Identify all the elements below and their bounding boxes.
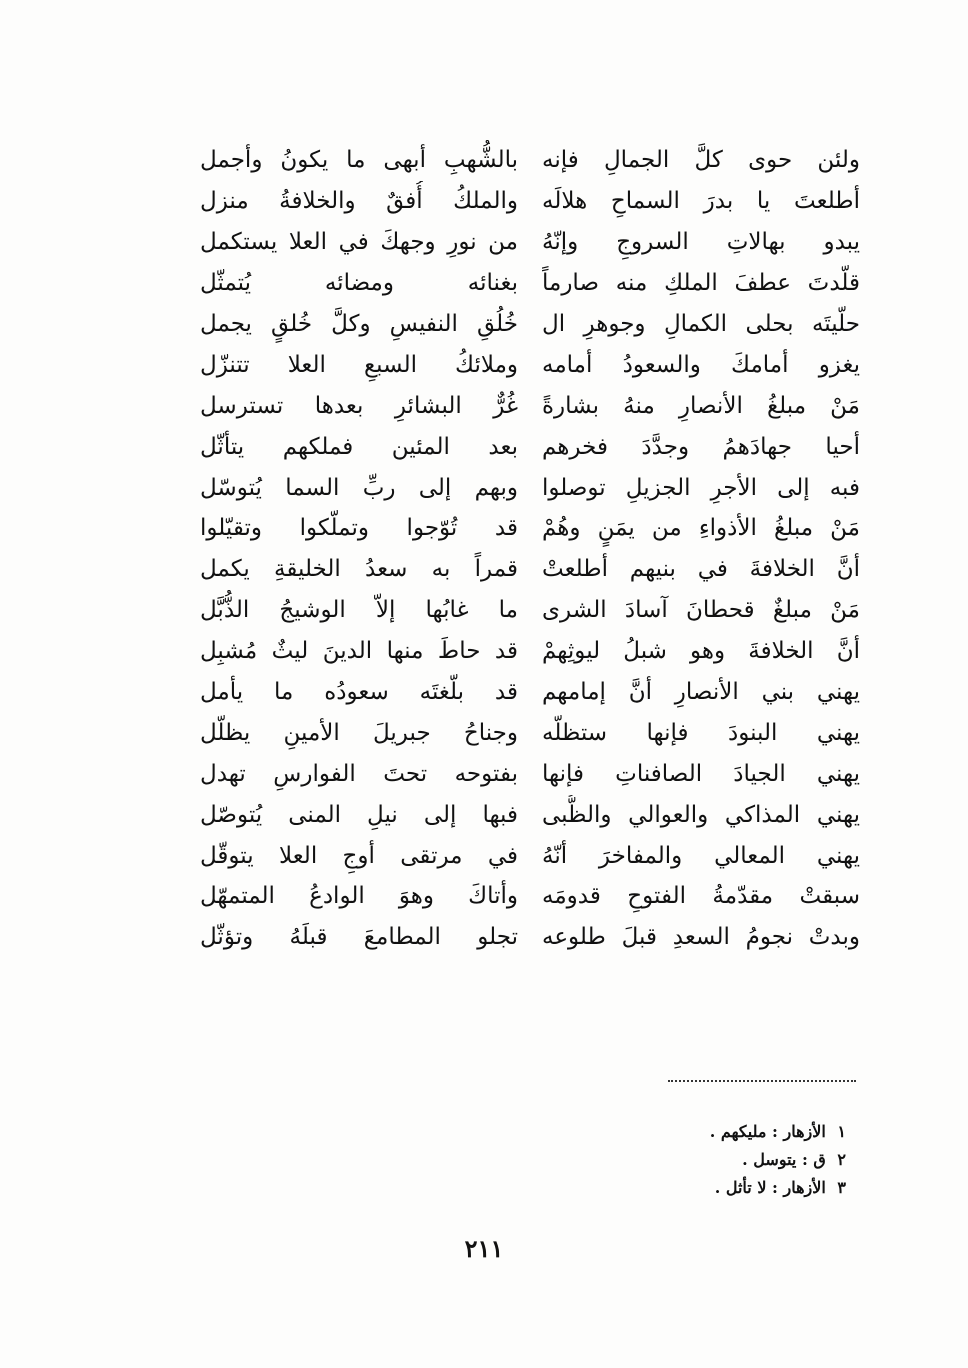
verse-1 [200, 140, 860, 181]
verse-6 [200, 344, 860, 385]
second-hemistich: قد تُوّجوا وتملّكوا وتقيّلوا [200, 515, 518, 542]
second-hemistich: قد بلّغتَه سعودُه ما يأمل [200, 679, 518, 706]
first-hemistich: سبقتْ مقدّمةُ الفتوحِ قدومَه [542, 883, 860, 910]
second-hemistich: وبهم إلى ربِّ السما يُتوسّل [200, 474, 518, 501]
first-hemistich: أحيا جهادَهمُ وجدَّدَ فخرهم [542, 433, 860, 460]
first-hemistich: يبدو بهالاتِ السروجِ وإنّهُ [542, 229, 860, 256]
second-hemistich: وملائكُ السبعِ العلا تتنزّل [200, 351, 518, 378]
verse-3 [200, 222, 860, 263]
first-hemistich: يهني البنودَ فإنها ستظلّه [542, 719, 860, 746]
footnote-text: الأزهار : لا تأثل . [714, 1178, 826, 1197]
footnote-divider [668, 1080, 856, 1082]
verse-18 [200, 835, 860, 876]
footnote-number: ١ [837, 1122, 846, 1141]
second-hemistich: من نورِ وجهكَ في العلا يستكمل [200, 229, 518, 256]
first-hemistich: مَنْ مبلغُ الأنصارِ منهُ بشارةً [542, 392, 860, 419]
second-hemistich: غُرٌّ البشائرِ بعدها تسترسل [200, 392, 518, 419]
verse-14 [200, 672, 860, 713]
first-hemistich: قلّدتَ عطفَ الملكِ منه صارماً [542, 270, 860, 297]
verse-17 [200, 794, 860, 835]
second-hemistich: قمراً به سعدُ الخليقةِ يكمل [200, 556, 518, 583]
second-hemistich: بفتوحه تحتَ الفوارسِ تهدل [200, 760, 518, 787]
verse-20 [200, 917, 860, 958]
footnote-text: الأزهار : مليكهم . [709, 1122, 826, 1141]
second-hemistich: بعد المئين فملكهم يتأثّل [200, 433, 518, 460]
verse-5 [200, 304, 860, 345]
first-hemistich: أطلعتَ يا بدرَ السماحِ هلالَه [542, 188, 860, 215]
second-hemistich: بغنائه ومضائه يُتمثّل [200, 270, 518, 297]
second-hemistich: فبها إلى نيلِ المنى يُتوصّل [200, 801, 518, 828]
second-hemistich: والملكُ أُفقٌ والخلافةُ منزل [200, 188, 518, 215]
footnotes [710, 1118, 846, 1202]
first-hemistich: يهني المذاكي والعوالي والظُّبى [542, 801, 860, 828]
second-hemistich: وأتاكَ وهوَ الوادعُ المتمهّل [200, 883, 518, 910]
verse-15 [200, 712, 860, 753]
verse-8 [200, 426, 860, 467]
footnote-2 [710, 1146, 846, 1174]
verse-12 [200, 590, 860, 631]
second-hemistich: ما غابُها إلاّ الوشيجُ الذُّبَّل [200, 597, 518, 624]
first-hemistich: وبدتْ نجومُ السعدِ قبلَ طلوعه [542, 924, 860, 951]
page-number: ٢١١ [464, 1234, 504, 1263]
second-hemistich: في مرتقى أوجِ العلا يتوقّل [200, 842, 518, 869]
verse-9 [200, 467, 860, 508]
verse-4 [200, 263, 860, 304]
first-hemistich: يهني الجيادَ الصافناتِ فإنها [542, 760, 860, 787]
footnote-3 [710, 1174, 846, 1202]
verse-19 [200, 876, 860, 917]
verse-2 [200, 181, 860, 222]
first-hemistich: ولئن حوى كلَّ الجمالِ فإنه [542, 147, 860, 174]
footnote-text: ق : يتوسل . [742, 1150, 826, 1169]
footnote-1 [710, 1118, 846, 1146]
second-hemistich: وجناحُ جبريلَ الأمينِ يظلّل [200, 719, 518, 746]
second-hemistich: بالشُّهبِ أبهى ما يكونُ وأجمل [200, 147, 518, 174]
first-hemistich: يهني المعالي والمفاخرَ أنّهُ [542, 842, 860, 869]
first-hemistich: أنَّ الخلافةَ في بنيهم أطلعتْ [542, 556, 860, 583]
first-hemistich: مَنْ مبلغُ الأذواءِ من يمَنٍ وهُمْ [542, 515, 860, 542]
second-hemistich: خُلُقِ النفيسِ وكلَّ خُلقٍ يجمل [200, 311, 518, 337]
footnote-number: ٢ [837, 1150, 846, 1169]
verse-11 [200, 549, 860, 590]
second-hemistich: قد حاطَ منها الدينَ ليثٌ مُشبِل [200, 638, 518, 665]
second-hemistich: تجلو المطامعَ قبلَهُ وتؤثّل [200, 924, 518, 951]
first-hemistich: أنَّ الخلافةَ وهو شبلُ ليوثِهمْ [542, 638, 860, 665]
verse-7 [200, 385, 860, 426]
verse-16 [200, 753, 860, 794]
verse-10 [200, 508, 860, 549]
first-hemistich: يغزو أمامكَ والسعودُ أمامه [542, 351, 860, 378]
footnote-number: ٣ [837, 1178, 846, 1197]
first-hemistich: مَنْ مبلغٌ قحطانَ آسادَ الشرى [542, 597, 860, 624]
first-hemistich: فبه إلى الأجرِ الجزيلِ توصلوا [542, 474, 860, 501]
poem [200, 140, 860, 958]
first-hemistich: حلّيتَه بحلى الكمالِ وجوهرِ ال [542, 311, 860, 337]
verse-13 [200, 631, 860, 672]
first-hemistich: يهني بني الأنصارِ أنَّ إمامهم [542, 679, 860, 706]
